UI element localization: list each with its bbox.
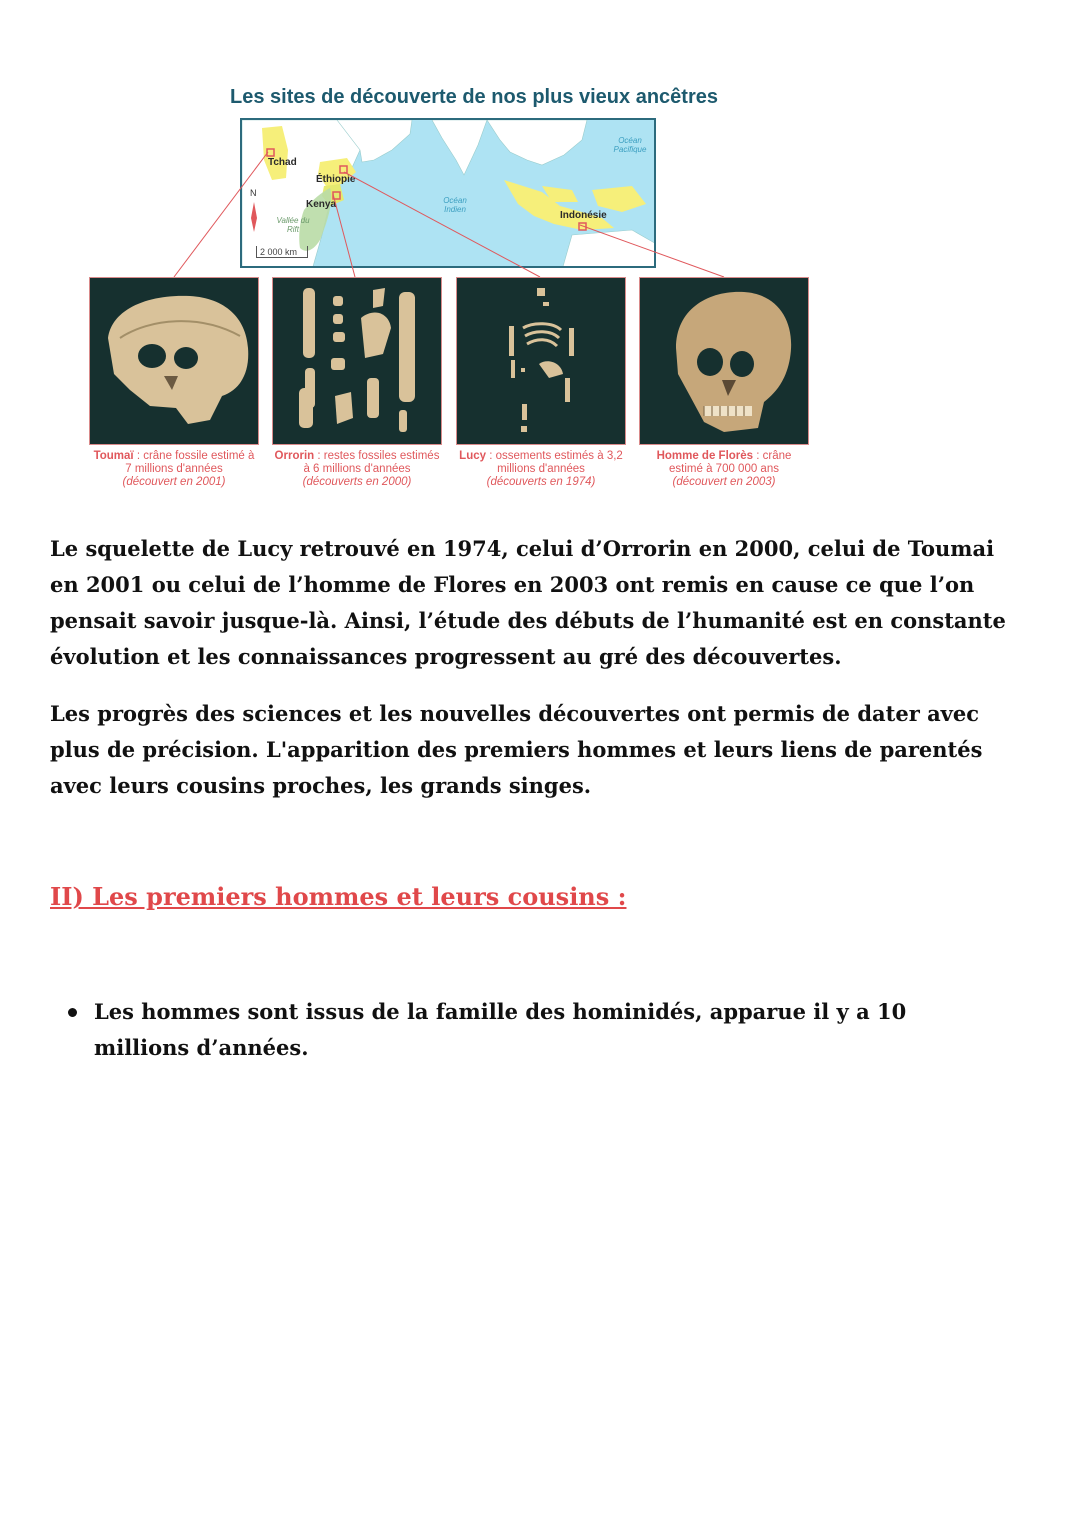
caption-name: Homme de Florès	[656, 450, 754, 462]
label-ethiopie: Éthiopie	[316, 174, 356, 185]
skull-icon	[90, 278, 259, 445]
caption-orrorin	[272, 450, 442, 489]
caption-desc: : ossements estimés à 3,2 millions d'années	[489, 450, 623, 475]
list-item-text: Les hommes sont issus de la famille des hominidés, apparue il y a 10 millions d’années.	[94, 999, 907, 1060]
photo-orrorin	[272, 277, 442, 445]
bullet-icon	[68, 1008, 77, 1017]
photo-lucy	[456, 277, 626, 445]
caption-toumai	[89, 450, 259, 489]
caption-desc: : crâne fossile estimé à 7 millions d'années	[125, 450, 255, 475]
caption-desc: : crâne estimé à 700 000 ans	[669, 450, 792, 475]
north-label: N	[250, 188, 257, 198]
caption-date: (découverts en 1974)	[486, 476, 596, 488]
list-item	[50, 994, 990, 1066]
caption-date: (découvert en 2003)	[672, 476, 776, 488]
skeleton-icon	[457, 278, 626, 445]
caption-date: (découvert en 2001)	[122, 476, 226, 488]
label-ocean-pacifique: Océan Pacifique	[613, 136, 647, 154]
caption-name: Orrorin	[274, 450, 315, 462]
section-heading: II) Les premiers hommes et leurs cousins :	[50, 882, 627, 911]
label-ocean-indien: Océan Indien	[443, 196, 467, 214]
caption-flores	[639, 450, 809, 489]
label-vallee-rift: Vallée du Rift	[276, 216, 310, 234]
caption-name: Lucy	[459, 450, 487, 462]
caption-lucy	[456, 450, 626, 489]
caption-name: Toumaï	[93, 450, 134, 462]
paragraph-sciences: Les progrès des sciences et les nouvelles découvertes ont permis de dater avec plus de précision. L'apparition des premiers hommes et leurs liens de parentés avec leurs cousins proches, les grands singes.	[50, 701, 983, 798]
figure-title: Les sites de découverte de nos plus vieux ancêtres	[230, 86, 718, 108]
label-kenya: Kenya	[306, 199, 337, 210]
bones-icon	[273, 278, 442, 445]
label-indonesie: Indonésie	[560, 210, 607, 221]
photo-flores	[639, 277, 809, 445]
caption-date: (découverts en 2000)	[302, 476, 412, 488]
caption-desc: : restes fossiles estimés à 6 millions d'années	[303, 450, 440, 475]
bullet-list	[50, 994, 990, 1066]
skull-icon	[640, 278, 809, 445]
photo-toumai	[89, 277, 259, 445]
paragraph-discoveries: Le squelette de Lucy retrouvé en 1974, celui d’Orrorin en 2000, celui de Toumai en 2001 ou celui de l’homme de Flores en 2003 ont remis en cause ce que l’on pensait savoir jusque-là. Ainsi, l’étude des débuts de l’humanité est en constante évolution et les connaissances progressent au gré des découvertes.	[50, 536, 1006, 669]
discovery-sites-figure	[0, 0, 1080, 500]
label-tchad: Tchad	[268, 157, 297, 168]
scale-bar: 2 000 km	[256, 246, 308, 258]
